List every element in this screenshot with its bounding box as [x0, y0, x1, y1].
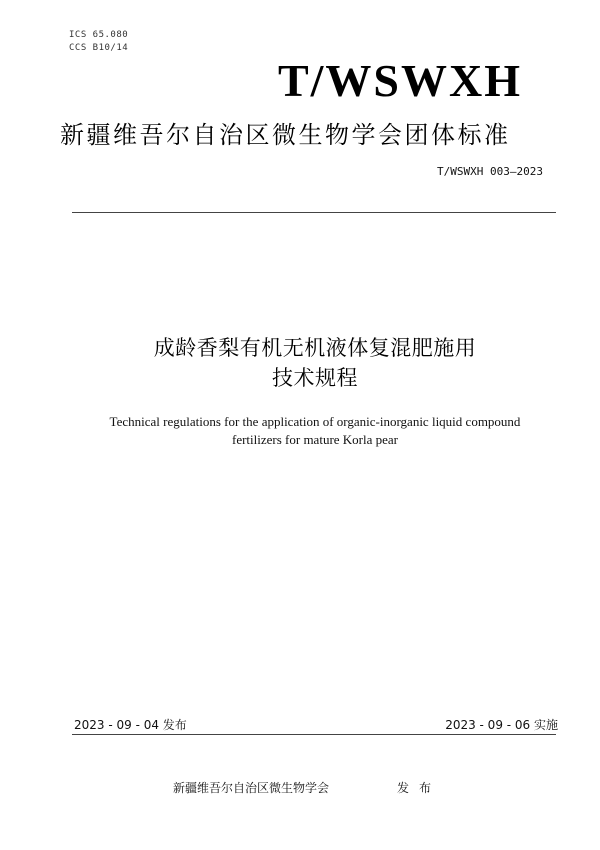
bottom-divider [72, 734, 556, 735]
top-divider [72, 212, 556, 213]
title-english-line-2: fertilizers for mature Korla pear [231, 432, 399, 447]
organization-code: T/WSWXH [277, 55, 522, 106]
title-english-line-1: Technical regulations for the application of organic-inorganic liquid compound [109, 414, 521, 429]
standard-number: T/WSWXH 003—2023 [437, 165, 543, 178]
title-chinese-line-2: 技术规程 [272, 366, 358, 390]
ics-code: ICS 65.080 [69, 30, 129, 40]
implementation-date: 2023 - 09 - 06 实施 [445, 718, 558, 732]
title-chinese-line-1: 成龄香梨有机无机液体复混肥施用 [153, 336, 477, 360]
issue-label: 发布 [397, 781, 442, 795]
organization-standard-name: 新疆维吾尔自治区微生物学会团体标准 [60, 121, 511, 149]
ccs-code: CCS B10/14 [69, 43, 129, 53]
issuing-organization: 新疆维吾尔自治区微生物学会 [173, 781, 330, 795]
publish-date: 2023 - 09 - 04 发布 [74, 718, 187, 732]
